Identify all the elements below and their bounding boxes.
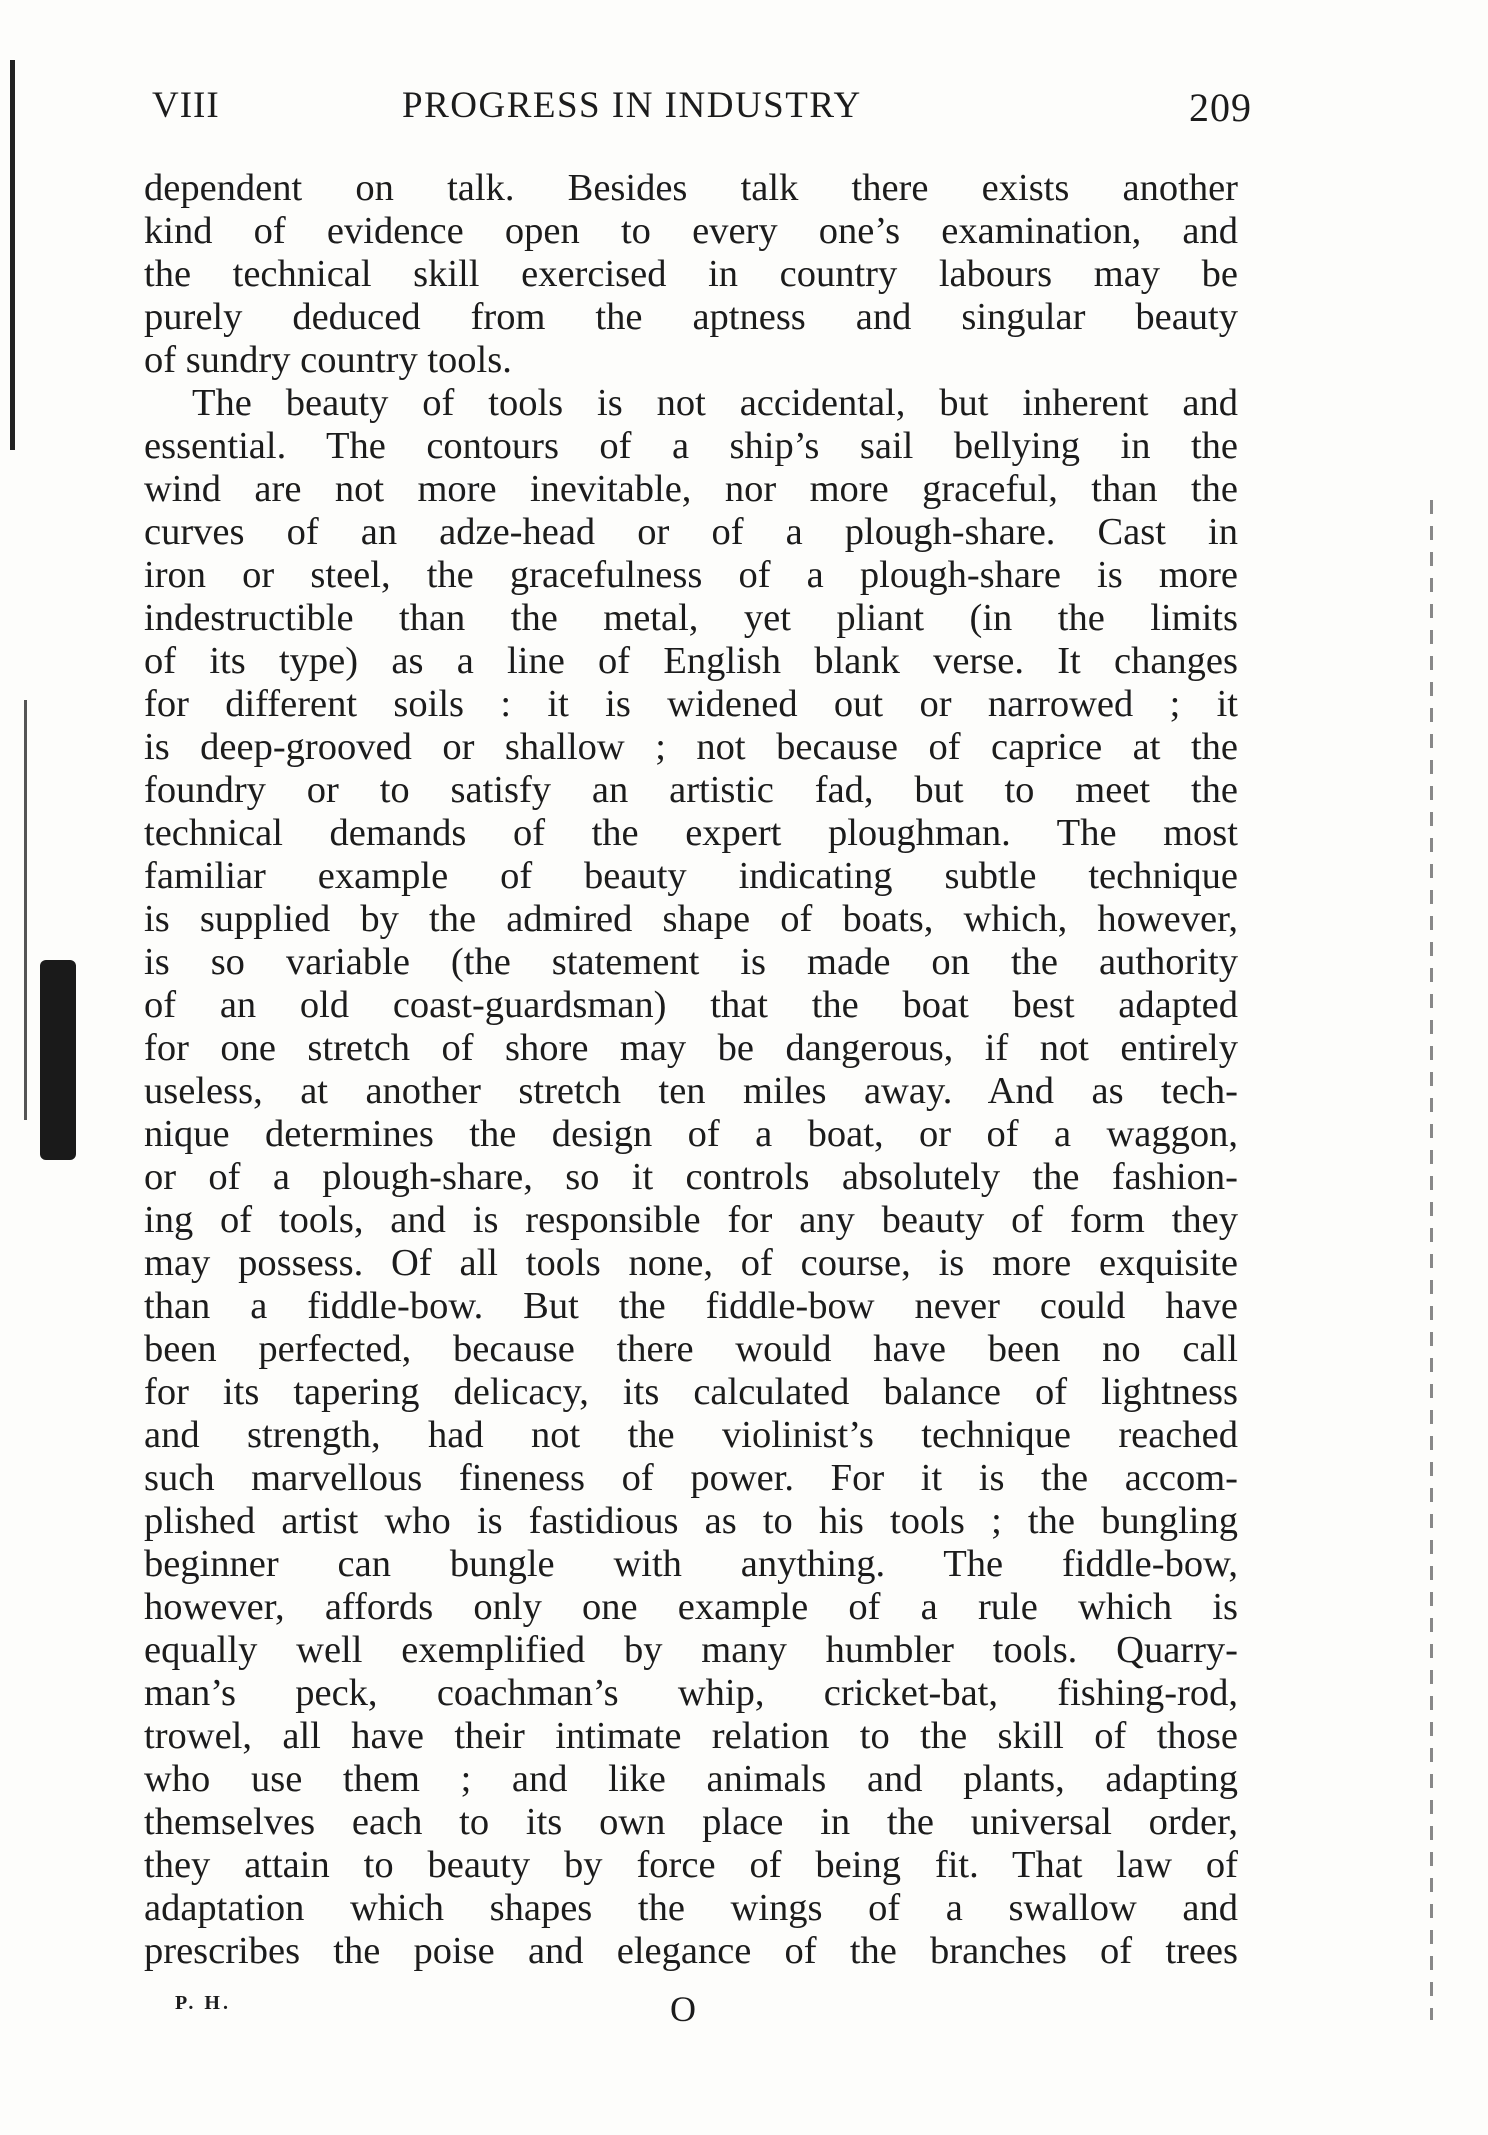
text-line: is supplied by the admired shape of boats, which, however, (144, 898, 1238, 940)
text-line: curves of an adze-head or of a plough-share. Cast in (144, 511, 1238, 553)
chapter-number: VIII (152, 85, 220, 126)
text-line: prescribes the poise and elegance of the branches of trees (144, 1930, 1238, 1972)
text-line: trowel, all have their intimate relation to the skill of those (144, 1715, 1238, 1757)
scan-edge-artifact (1430, 500, 1433, 2020)
text-line: wind are not more inevitable, nor more graceful, than the (144, 468, 1238, 510)
text-line: nique determines the design of a boat, or of a waggon, (144, 1113, 1238, 1155)
text-line: for different soils : it is widened out or narrowed ; it (144, 683, 1238, 725)
text-line: for one stretch of shore may be dangerous, if not entirely (144, 1027, 1238, 1069)
text-line: adaptation which shapes the wings of a swallow and (144, 1887, 1238, 1929)
text-line: such marvellous fineness of power. For it is the accom- (144, 1457, 1238, 1499)
scan-edge-artifact (10, 60, 15, 450)
text-line: themselves each to its own place in the universal order, (144, 1801, 1238, 1843)
text-line: however, affords only one example of a rule which is (144, 1586, 1238, 1628)
page-footer (175, 1988, 775, 2038)
text-line: they attain to beauty by force of being fit. That law of (144, 1844, 1238, 1886)
text-line: dependent on talk. Besides talk there exists another (144, 167, 1238, 209)
text-line: for its tapering delicacy, its calculated balance of lightness (144, 1371, 1238, 1413)
text-line: familiar example of beauty indicating subtle technique (144, 855, 1238, 897)
text-line: plished artist who is fastidious as to his tools ; the bungling (144, 1500, 1238, 1542)
running-title: PROGRESS IN INDUSTRY (402, 85, 862, 126)
text-line: and strength, had not the violinist’s technique reached (144, 1414, 1238, 1456)
text-line: is deep-grooved or shallow ; not because of caprice at the (144, 726, 1238, 768)
body-text (144, 167, 1238, 1973)
text-line: The beauty of tools is not accidental, but inherent and (192, 382, 1238, 424)
page-number: 209 (1189, 85, 1252, 130)
text-line: who use them ; and like animals and plants, adapting (144, 1758, 1238, 1800)
text-line: may possess. Of all tools none, of course, is more exquisite (144, 1242, 1238, 1284)
text-line: is so variable (the statement is made on the authority (144, 941, 1238, 983)
text-line: foundry or to satisfy an artistic fad, but to meet the (144, 769, 1238, 811)
text-line: than a fiddle-bow. But the fiddle-bow never could have (144, 1285, 1238, 1327)
text-line: kind of evidence open to every one’s examination, and (144, 210, 1238, 252)
text-line: essential. The contours of a ship’s sail bellying in the (144, 425, 1238, 467)
text-line: purely deduced from the aptness and singular beauty (144, 296, 1238, 338)
text-line: ing of tools, and is responsible for any beauty of form they (144, 1199, 1238, 1241)
text-line: iron or steel, the gracefulness of a plough-share is more (144, 554, 1238, 596)
text-line: of sundry country tools. (144, 339, 512, 381)
text-line: equally well exemplified by many humbler tools. Quarry- (144, 1629, 1238, 1671)
text-line: technical demands of the expert ploughman. The most (144, 812, 1238, 854)
text-line: indestructible than the metal, yet pliant (in the limits (144, 597, 1238, 639)
scan-edge-artifact (24, 700, 27, 1120)
text-line: useless, at another stretch ten miles away. And as tech- (144, 1070, 1238, 1112)
text-line: of an old coast-guardsman) that the boat best adapted (144, 984, 1238, 1026)
text-line: the technical skill exercised in country labours may be (144, 253, 1238, 295)
text-line: of its type) as a line of English blank verse. It changes (144, 640, 1238, 682)
running-header (142, 84, 1252, 144)
text-line: beginner can bungle with anything. The fiddle-bow, (144, 1543, 1238, 1585)
signature-mark: O (670, 1989, 696, 2029)
printer-signature: P. H. (175, 1992, 231, 2014)
text-line: man’s peck, coachman’s whip, cricket-bat, fishing-rod, (144, 1672, 1238, 1714)
scan-ink-blot (40, 960, 76, 1160)
text-line: been perfected, because there would have been no call (144, 1328, 1238, 1370)
text-line: or of a plough-share, so it controls absolutely the fashion- (144, 1156, 1238, 1198)
